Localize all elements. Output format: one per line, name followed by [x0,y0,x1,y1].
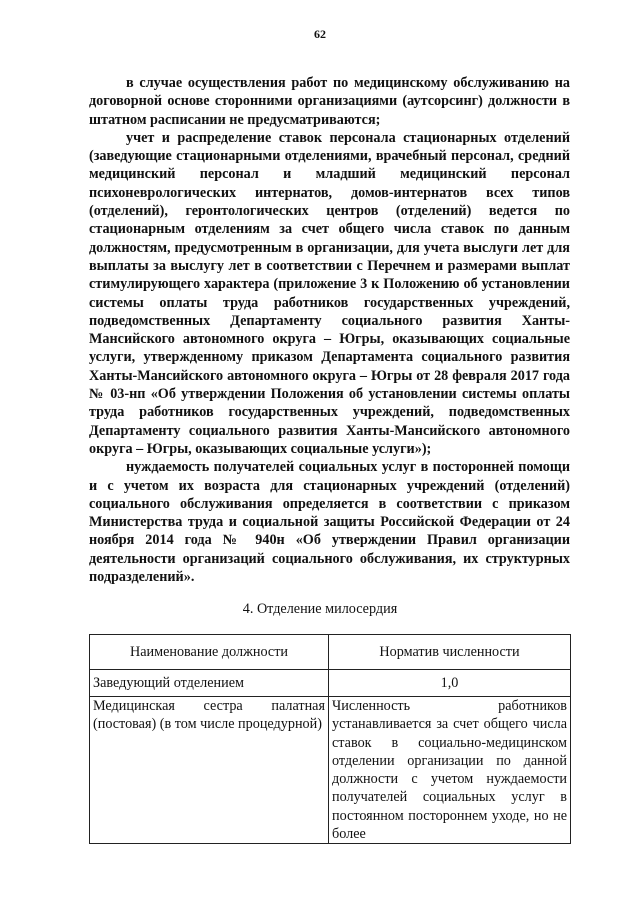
column-header-norm: Норматив численности [329,635,571,670]
table-header-row [90,635,571,670]
body-text [89,74,570,586]
cell-position: Заведующий отделением [90,670,329,697]
paragraph-care-needs: нуждаемость получателей социальных услуг в посторонней помощи и с учетом их возраста для стационарных учреждений (отделений) социального обслуживания определяется в соответствии с приказом Министерства труда и социальной защиты Российской Федерации от 24 ноября 2014 года № 940н «Об утверждении Правил организации деятельности организаций социального обслуживания, их структурных подразделений». [89,459,570,586]
page-number: 62 [314,27,326,41]
cell-position: Медицинская сестра палатная (постовая) (в том числе процедурной) [90,697,329,844]
column-header-position: Наименование должности [90,635,329,670]
table-row [90,697,571,844]
paragraph-outsourcing: в случае осуществления работ по медицинскому обслуживанию на договорной основе сторонними организациями (аутсорсинг) должности в штатном расписании не предусматриваются; [89,75,570,128]
cell-norm: 1,0 [329,670,571,697]
cell-norm: Численность работников устанавливается за счет общего числа ставок в социально-медицинском отделении организации по данной должности с учетом нуждаемости получателей социальных услуг в постоянном постороннем уходе, но не более [329,697,571,844]
staffing-norms-table [89,634,571,844]
table-row [90,670,571,697]
paragraph-staff-distribution: учет и распределение ставок персонала стационарных отделений (заведующие стационарными отделениями, врачебный персонал, средний медицинский персонал и младший медицинский персонал психоневрологических интернатов, домов-интернатов всех типов (отделений), геронтологических центров (отделений) ведется по стационарным отделениям за счет общего числа ставок по данным должностям, предусмотренным в организации, для учета выслуги лет для выплаты за выслугу лет в соответствии с Перечнем и размерами выплат стимулирующего характера (приложение 3 к Положению об установлении системы оплаты труда работников государственных учреждений, подведомственных Департаменту социального развития Ханты-Мансийского автономного округа – Югры, оказывающих социальные услуги, утвержденному приказом Департамента социального развития Ханты-Мансийского автономного округа – Югры от 28 февраля 2017 года № 03-нп «Об утверждении Положения об установлении системы оплаты труда работников государственных учреждений, подведомственных Департаменту социального развития Ханты-Мансийского автономного округа – Югры, оказывающих социальные услуги»); [89,129,570,457]
section-title: 4. Отделение милосердия [242,601,398,617]
